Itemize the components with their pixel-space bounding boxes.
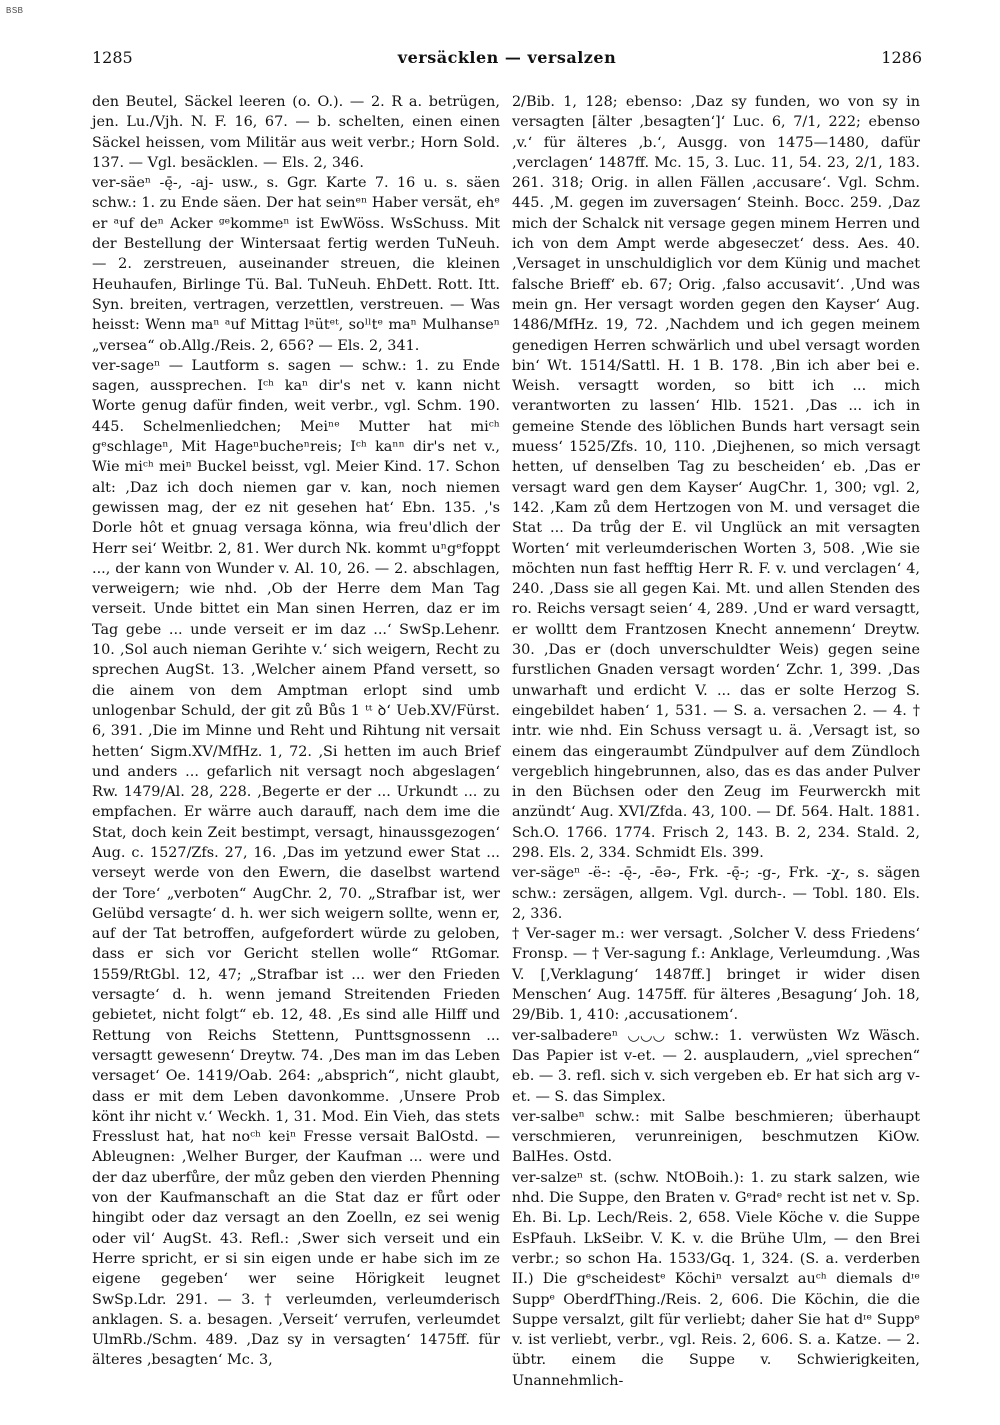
entry-paragraph: ver-sägeⁿ -ë-: -ę̄-, -ēə-, Frk. -ę̄-; -g-, Frk. -χ-, s. sägen schw.: zersägen, allgem. Vgl. durch-. — Tobl. 180. Els. 2, 336. [512,865,920,922]
page-number-left: 1285 [92,48,133,67]
page-number-right: 1286 [881,48,922,67]
entry-paragraph: den Beutel, Säckel leeren (o. O.). — 2. R a. betrügen, jen. Lu./Vjh. N. F. 16, 67. — b. schelten, einen einen Säckel heissen, vom Militär aus weit verbr.; Horn Sold. 137. — Vgl. besäcklen. — Els. 2, 346. [92,94,500,171]
entry-paragraph: ver-salbeⁿ schw.: mit Salbe beschmieren; überhaupt verschmieren, verunreinigen, beschmutzen KiOw. BalHes. Ostd. [512,1108,920,1166]
entry-paragraph: ver-sageⁿ — Lautform s. sagen — schw.: 1. zu Ende sagen, aussprechen. Iᶜʰ kaⁿ dir's net v. kann nicht Worte genug dafür finden, weit verbr., vgl. Schm. 190. 445. Schelmenliedchen; Meiⁿᵉ Mutter hat miᶜʰ gᵉschlageⁿ, Mit Hageⁿbucheⁿreis; Iᶜʰ kaⁿⁿ dir's net v., Wie miᶜʰ meiⁿ Buckel beisst, vgl. Meier Kind. 17. Schon alt: ‚Daz ich doch niemen gar v. kan, noch niemen gewissen mag, der ez nit gesehen hat‘ Ebn. 135. ‚'s Dorle hôt et gnuag versaga könna, wia freu'dlich der Herr sei‘ Weitbr. 2, 81. Wer durch Nk. kommt uⁿgᵉfoppt ..., der kann von Wunder v. Al. 10, 26. — 2. abschlagen, verweigern; wie nhd. ‚Ob der Herre dem Man Tag verseit. Unde bittet ein Man sinen Herren, daz er im Tag gebe ... unde verseit er im daz ...‘ SwSp.Lehenr. 10. ‚Sol auch nieman Gerihte v.‘ sich weigern, Recht zu sprechen AugSt. 13. ‚Welcher ainem Pfand versett, so die ainem von dem Amptman erlopt sind umb unlogenbar Schuld, der git zů Bůs 1 ᵗᵗ ꝺ‘ Ueb.XV/Fürst. 6, 391. ‚Die im Minne und Reht und Rihtung nit versait hetten‘ Sigm.XV/MfHz. 1, 72. ‚Si hetten im auch Brief und anders ... gefarlich nit versagt noch abgeslagen‘ Rw. 1479/Al. 28, 228. ‚Begerte er der ... Urkundt ... zu empfachen. Er wärre auch darauff, nach dem ime die Stat, doch kein Zeit bestimpt, versagt, hinaussgezogen‘ Aug. c. 1527/Zfs. 27, 16. ‚Das im yetzund ewer Stat ... verseyt werde von den Ewern, die daselbst wartend der Tore‘ „verboten“ AugChr. 2, 70. „Strafbar ist, wer Gelübd versagte‘ d. h. wer sich weigern sollte, wenn er, auf der Tat betroffen, aufgefordert würde zu geloben, dass er sich vor Gericht stellen wolle“ RtGomar. 1559/RtGbl. 12, 47; „Strafbar ist ... wer den Frieden versagte‘ d. h. wenn jemand Streitenden Frieden gebietet, nicht folgt“ eb. 12, 48. ‚Es sind alle Hilff und Rettung von Reichs Stettenn, Punttsgnossenn ... versagtt gewesenn‘ Dreytw. 74. ‚Des man im das Leben versaget‘ Oe. 1419/Oab. 264: „absprich“, nicht glaubt, dass er mit dem Leben davonkomme. ‚Unsere Prob könt ihr nicht v.‘ Weckh. 1, 31. Mod. Ein Vieh, das stets Fresslust hat, hat noᶜʰ keiⁿ Fresse versait BalOstd. — Ableugnen: ‚Welher Burger, der Kaufman ... were und der daz uberfůre, der můz geben den vierden Phenning von der Kaufmanschaft an die Stat daz er fůrt oder hingibt oder daz versagt an den Zoelln, ez sei wenig oder vil‘ AugSt. 43. Refl.: ‚Swer sich verseit und ein Herre spricht, er si sin eigen unde er habe sich im ze eigene gegeben‘ wer seine Hörigkeit leugnet SwSp.Ldr. 291. — 3. † verleumden, verleumderisch anklagen. S. a. besagen. ‚Verseit‘ verrufen, verleumdet UlmRb./Schm. 489. ‚Daz sy in versagten‘ 1475ff. für älteres ‚besagten‘ Mc. 3, [92,357,500,1369]
left-column [92,92,500,1371]
entry-paragraph: ver-säeⁿ -ę̄-, -aj- usw., s. Ggr. Karte 7. 16 u. s. säen schw.: 1. zu Ende säen. Der hat seinᵉⁿ Haber versät, ehᵉ er ᵃuf deⁿ Acker ᵍᵉkommeⁿ ist EwWöss. WsSchuss. Mit der Bestellung der Wintersaat fertig werden TuNeuh. — 2. zerstreuen, auseinander streuen, die kleinen Heuhaufen, Birlinge Tü. Bal. TuNeuh. EhDett. Rott. Itt. Syn. breiten, vertragen, verzettlen, verstreuen. — Was heisst: Wenn maⁿ ᵃuf Mittag lᵃütᵉᵗ, soˡˡtᵉ maⁿ Mulhanseⁿ „versea“ ob.Allg./Reis. 2, 656? — Els. 2, 341. [92,175,500,354]
entry-paragraph: † Ver-sager m.: wer versagt. ‚Solcher V. dess Friedens‘ Fronsp. — † Ver-sagung f.: Anklage, Verleumdung. ‚Was V. [‚Verklagung‘ 1487ff.] bringet ir wider disen Menschen‘ Aug. 1475ff. für älteres ‚Besagung‘ Joh. 18, 29/Bib. 1, 410: ‚accusationem‘. [512,926,920,1024]
page-header [92,48,922,72]
entry-paragraph: 2/Bib. 1, 128; ebenso: ‚Daz sy funden, wo von sy in versagten [älter ‚besagten‘]‘ Luc. 6, 7/1, 222; ebenso ‚v.‘ für älteres ‚b.‘, Ausgg. von 1475—1480, dafür ‚verclagen‘ 1487ff. Mc. 15, 3. Luc. 11, 54. 23, 2/1, 183. 261. 318; Orig. in allen Fällen ‚accusare‘. Vgl. Schm. 445. ‚M. gegen im zuversagen‘ Steinh. Bocc. 259. ‚Daz mich der Schalck nit versage gegen minem Herren und ich von dem Ampt werde abgeseczet‘ dess. Aes. 40. ‚Versaget in unschuldiglich vor dem Künig und machet falsche Brieff‘ eb. 67; Orig. ‚falso accusavit‘. ‚Und was mein gn. Her versagt worden gegen den Kayser‘ Aug. 1486/MfHz. 19, 72. ‚Nachdem und ich gegen meinem genedigen Herren schwärlich und ubel versagt worden bin‘ Wt. 1514/Sattl. H. 1 B. 178. ‚Bin ich aber bei e. Weish. versagtt worden, so bitt ich ... mich verantworten zu lassen‘ Hlb. 1521. ‚Das ... ich in gemeine Stende des löblichen Bunds hart versagt sein muess‘ 1525/Zfs. 10, 110. ‚Diejhenen, so mich versagt hetten, uf denselben Tag zu bescheiden‘ eb. ‚Das er versagt ward gen dem Kayser‘ AugChr. 1, 300; vgl. 2, 142. ‚Kam zů dem Hertzogen von M. und versaget die Stat ... Da trůg der E. vil Unglück an mit versagten Worten‘ mit verleumderischen Worten 3, 508. ‚Wie sie möchten nun fast hefftig Herr R. F. v. und verclagen‘ 4, 240. ‚Dass sie all gegen Kai. Mt. und allen Stenden des ro. Reichs versagt seien‘ 4, 289. ‚Und er ward versagtt, er wolltt dem Frantzosen Knecht annemenn‘ Dreytw. 30. ‚Das er (doch unverschuldter Weis) gegen seine furstlichen Gnaden versagt worden‘ Zchr. 1, 399. ‚Das unwarhaft und erdicht V. ... das er solte Herzog S. eingebildet haben‘ 1, 531. — S. a. versachen 2. — 4. † intr. wie nhd. Ein Schuss versagt u. ä. ‚Versagt ist, so einem das eingeraumbt Zündpulver auf dem Zündloch vergeblich hingebrunnen, also, das es das ander Pulver in den Büchsen oder den Zeug im Feurwerckh mit anzündt‘ Aug. XVI/Zfda. 43, 100. — Df. 564. Halt. 1881. Sch.O. 1766. 1774. Frisch 2, 143. B. 2, 234. Stald. 2, 298. Els. 2, 334. Schmidt Els. 399. [512,94,920,861]
entry-paragraph: ver-salzeⁿ st. (schw. NtOBoih.): 1. zu stark salzen, wie nhd. Die Suppe, den Braten v. Gᵉradᵉ recht ist net v. Sp. Eh. Bi. Lp. Lech/Reis. 2, 658. Viele Köche v. die Suppe EsPfauh. LkSeibr. V. K. v. die Brühe Ulm, — den Brei verbr.; so schon Ha. 1533/Gq. 1, 324. (S. a. verderben II.) Die gᵉscheidestᵉ Köchiⁿ versalzt auᶜʰ diemals dᶦᵉ Suppᵉ OberdfThing./Reis. 2, 606. Die Köchin, die die Suppe versalzt, gilt für verliebt; daher Sie hat dᶦᵉ Suppᵉ v. ist verliebt, verbr., vgl. Reis. 2, 606. S. a. Katze. — 2. übtr. einem die Suppe v. Schwierigkeiten, Unannehmlich- [512,1169,920,1389]
right-column [512,92,920,1391]
library-stamp: BSB [6,6,24,15]
entry-paragraph: ver-salbadereⁿ ◡◡◡ schw.: 1. verwüsten Wz Wäsch. Das Papier ist v-et. — 2. ausplaudern, „viel sprechen“ eb. — 3. refl. sich v. sich vergeben eb. Er hat sich arg v-et. — S. das Simplex. [512,1027,920,1105]
running-title: versäcklen — versalzen [397,48,617,67]
